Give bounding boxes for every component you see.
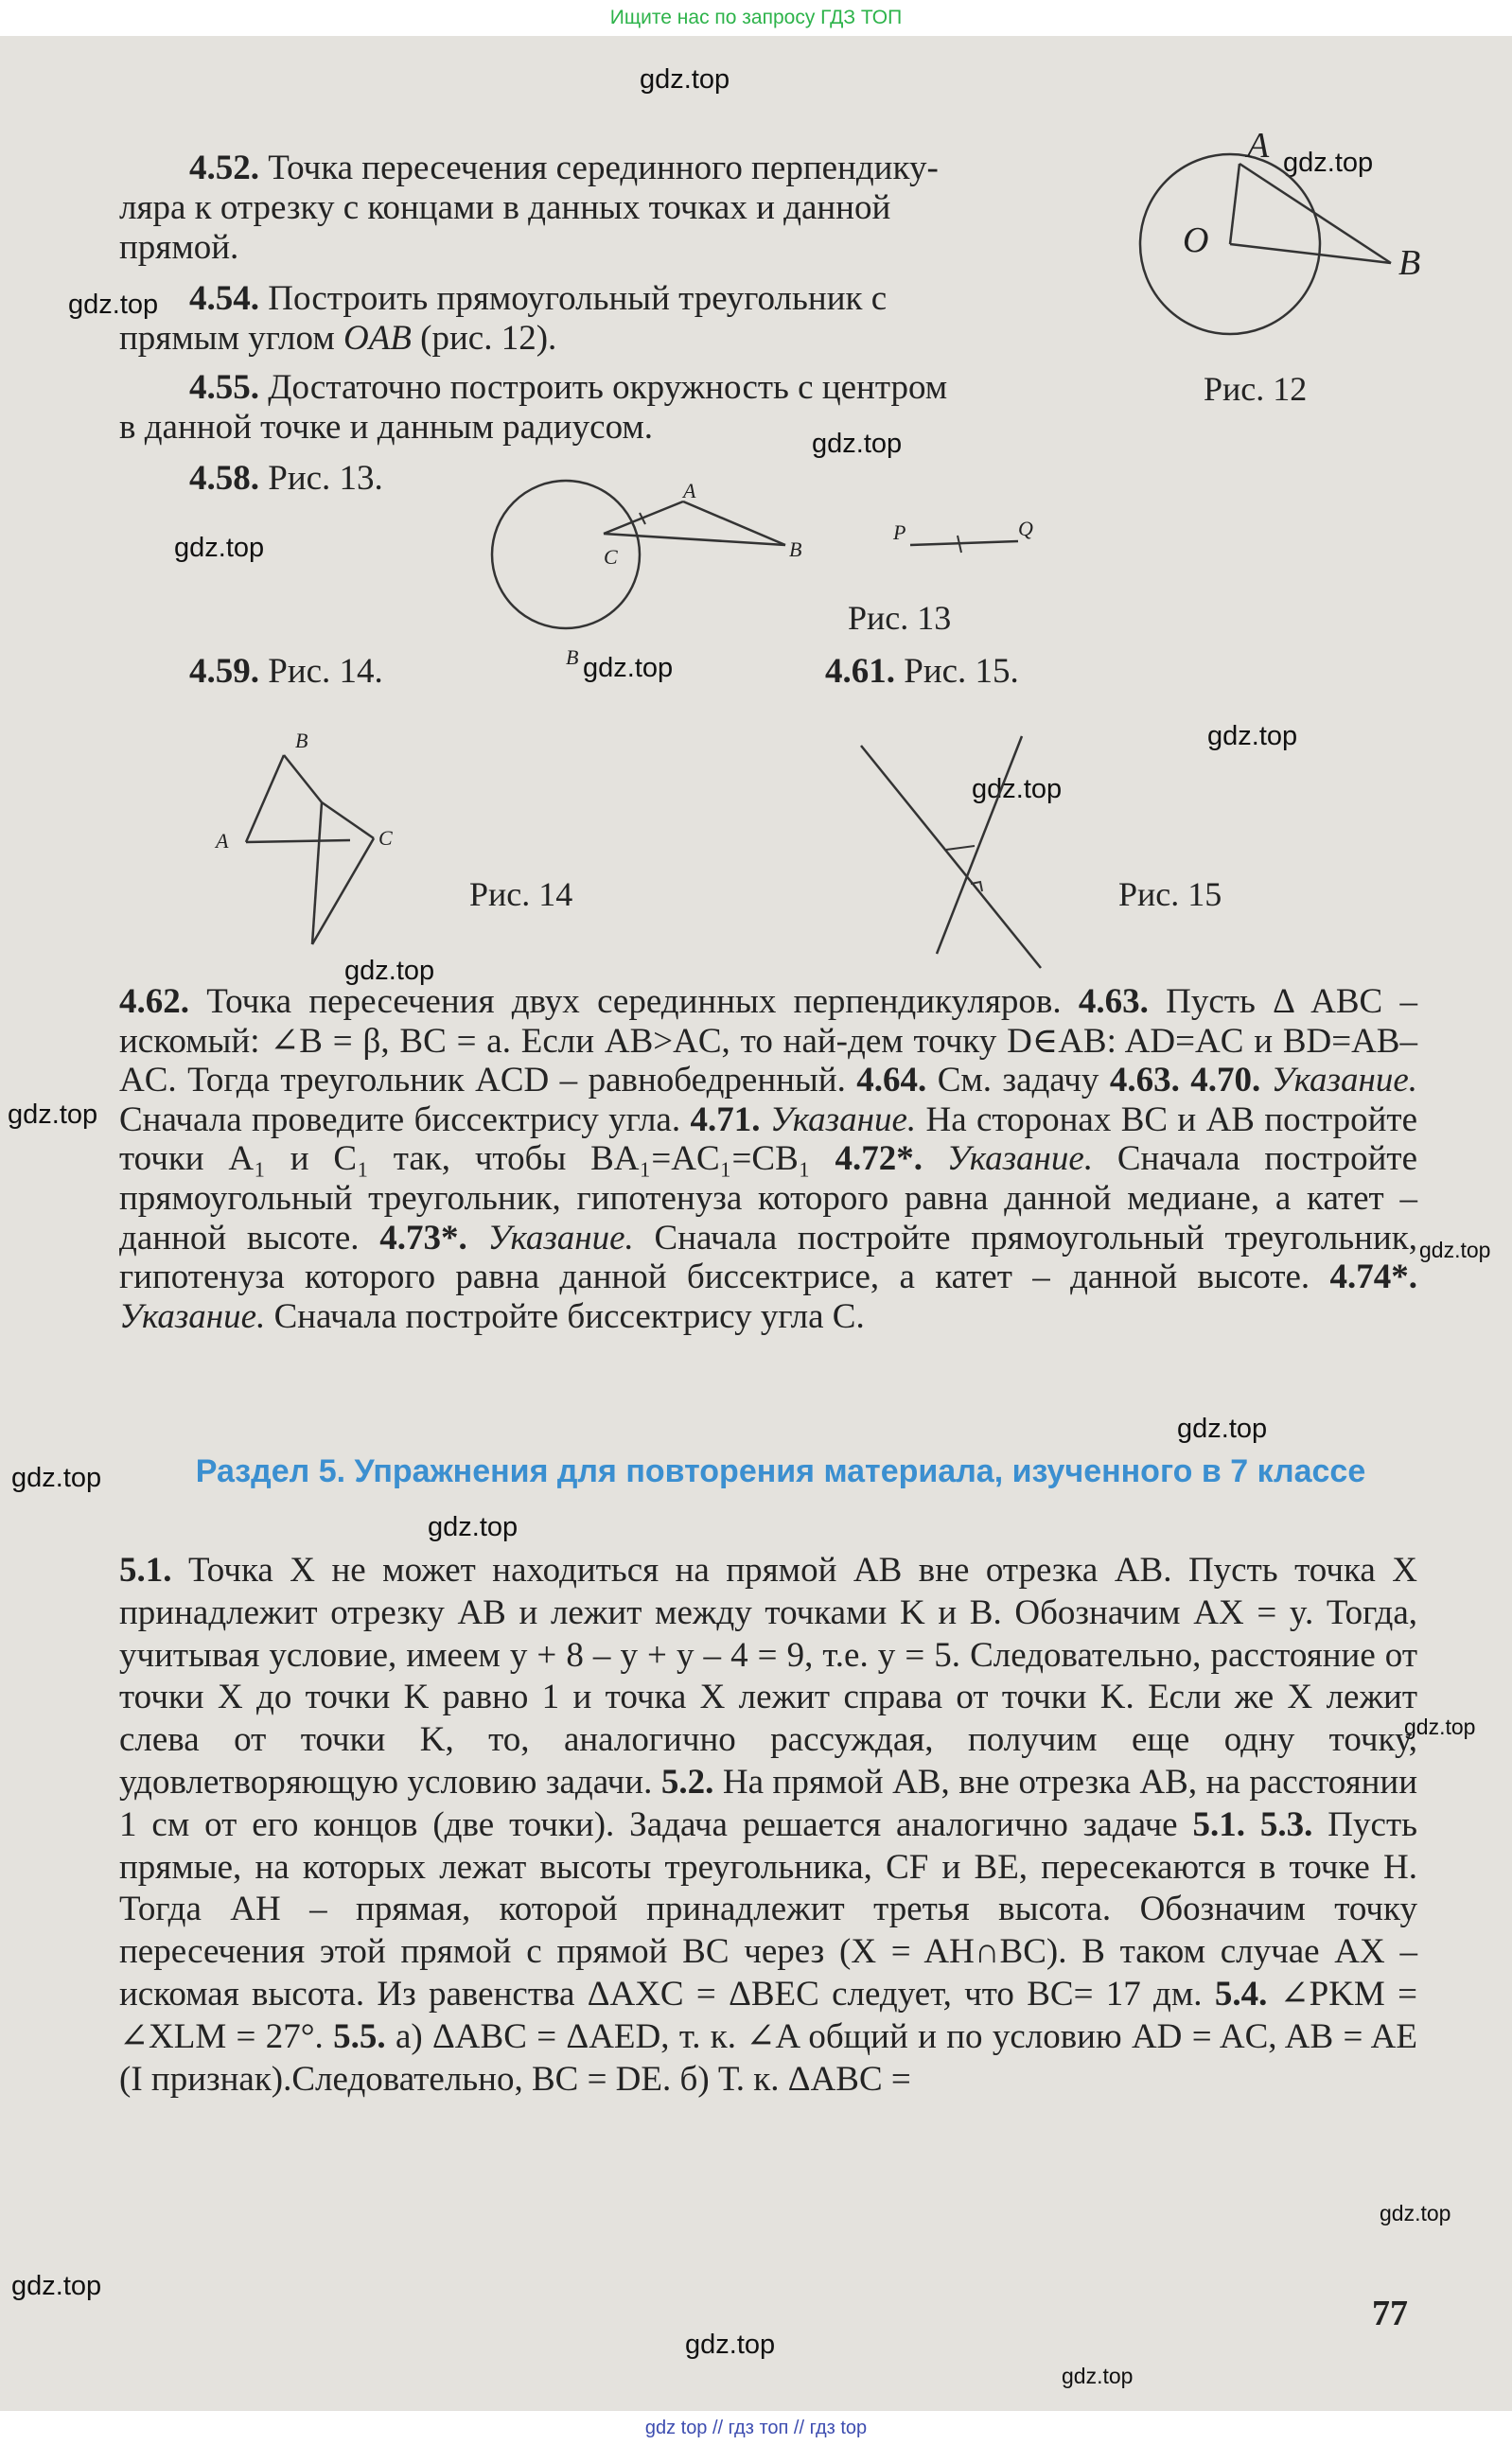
watermark: gdz.top (174, 533, 265, 563)
watermark: gdz.top (685, 2330, 776, 2360)
figure-12 (1116, 126, 1438, 348)
watermark: gdz.top (1283, 148, 1374, 178)
figure-caption: Рис. 14 (469, 875, 573, 913)
watermark: gdz.top (1177, 1414, 1268, 1444)
point-label: A (1247, 126, 1270, 166)
point-label: B (566, 645, 579, 669)
watermark: gdz.top (1419, 1238, 1491, 1262)
point-label: B (295, 729, 308, 752)
point-label: A (683, 479, 696, 502)
watermark: gdz.top (812, 429, 903, 459)
text-line: прямой. (119, 228, 239, 267)
point-label: A (216, 829, 229, 853)
text-line: 4.55. Достаточно построить окружность с центром (189, 368, 948, 407)
watermark: gdz.top (11, 2271, 102, 2301)
watermark: gdz.top (344, 956, 435, 986)
top-banner[interactable]: Ищите нас по запросу ГДЗ ТОП (609, 7, 903, 28)
watermark: gdz.top (1404, 1715, 1476, 1739)
text-line: 4.59. Рис. 14. (189, 652, 383, 691)
point-label: C (378, 826, 393, 850)
figure-14 (208, 698, 426, 973)
text-line: 4.61. Рис. 15. (825, 652, 1019, 691)
watermark: gdz.top (428, 1512, 519, 1542)
point-label: P (893, 520, 906, 544)
point-label: B (1398, 243, 1421, 283)
point-label: C (604, 545, 618, 569)
point-label: Q (1018, 517, 1033, 540)
page-number: 77 (1372, 2294, 1408, 2333)
answers-4-62-4-74: 4.62. Точка пересечения двух серединных перпендикуляров. 4.63. Пусть Δ ABC – искомый: ∠B = β, BC = a. Если AB>AC, то най-дем точку D∈AB: AD=AC и BD=AB–AC. Тогда треугольник ACD – равнобедренный. 4.64. См. задачу 4.63. 4.70. Указание. Сначала проведите биссектрису угла. 4.71. Указание. На сторонах BC и AB постройте точки A₁ и C₁ так, чтобы BA₁=AC₁=CB₁ 4.72*. Указание. Сначала постройте прямоугольный треугольник, гипотенуза которого равна данной медиане, а катет – данной высоте. 4.73*. Указание. Сначала постройте прямоугольный треугольник, гипотенуза которого равна данной биссектрисе, а катет – данной высоте. 4.74*. Указание. Сначала постройте биссектрису угла C. (119, 982, 1418, 1336)
watermark: gdz.top (1062, 2364, 1134, 2388)
watermark: gdz.top (640, 64, 730, 95)
text-line: 4.58. Рис. 13. (189, 459, 383, 498)
watermark: gdz.top (1380, 2201, 1451, 2225)
point-label: B (789, 537, 802, 561)
watermark: gdz.top (68, 290, 159, 320)
watermark: gdz.top (972, 774, 1063, 804)
watermark: gdz.top (1207, 721, 1298, 751)
figure-15 (833, 717, 1088, 982)
text-line: прямым углом OAB (рис. 12). (119, 319, 557, 358)
text-line: в данной точке и данным радиусом. (119, 408, 654, 447)
answers-5-1-5-5: 5.1. Точка X не может находиться на прямой AB вне отрезка AB. Пусть точка X принадлежит отрезку AB и лежит между точками K и B. Обозначим AX = y. Тогда, учитывая условие, имеем y + 8 – y + y – 4 = 9, т.е. y = 5. Следовательно, расстояние от точки X до точки K равно 1 и точка X лежит справа от точки K. Если же X лежит слева от точки K, то, аналогично рассуждая, получим еще одну точку, удовлетворяющую условию задачи. 5.2. На прямой AB, вне отрезка AB, на расстоянии 1 см от его концов (две точки). Задача решается аналогично задаче 5.1. 5.3. Пусть прямые, на которых лежат высоты треугольника, CF и BE, пересекаются в точке H. Тогда AH – прямая, которой принадлежит третья высота. Обозначим точку пересечения этой прямой с прямой BC через (X = AH∩BC). В таком случае AX – искомая высота. Из равенства ΔAXC = ΔBEC следует, что BC= 17 дм. 5.4. ∠PKM = ∠XLM = 27°. 5.5. а) ΔABC = ΔAED, т. к. ∠A общий и по условию AD = AC, AB = AE (I признак).Следовательно, BC = DE. б) Т. к. ΔABC = (119, 1551, 1417, 2099)
watermark: gdz.top (8, 1099, 98, 1130)
book-page (0, 36, 1512, 2411)
text-line: 4.54. Построить прямоугольный треугольник с (189, 279, 888, 318)
section-heading: Раздел 5. Упражнения для повторения материала, изученного в 7 классе (195, 1453, 1366, 1489)
watermark: gdz.top (583, 653, 674, 683)
figure-caption: Рис. 13 (848, 599, 952, 637)
figure-caption: Рис. 12 (1204, 370, 1308, 408)
bottom-banner[interactable]: gdz top // гдз топ // гдз top (644, 2418, 868, 2438)
point-label: O (1183, 220, 1209, 260)
figure-caption: Рис. 15 (1118, 875, 1222, 913)
watermark: gdz.top (11, 1463, 102, 1493)
text-line: 4.52. Точка пересечения серединного перпендику- (189, 149, 939, 187)
text-line: ляра к отрезку с концами в данных точках и данной (119, 188, 891, 227)
